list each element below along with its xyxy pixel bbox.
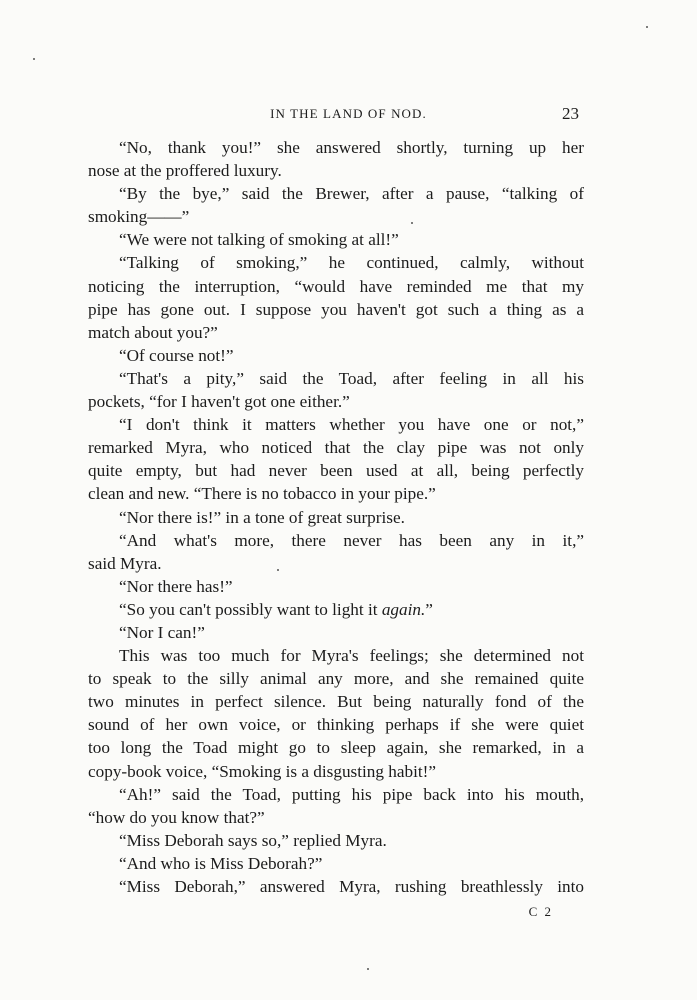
- line-text: “Ah!” said the Toad, putting his pipe back into his mouth,: [119, 784, 584, 804]
- text-line: [88, 852, 584, 875]
- text-line: [88, 182, 584, 205]
- line-text: “And what's more, there never has been any in it,”: [119, 530, 584, 550]
- page-number: 23: [562, 104, 579, 123]
- text-line: [88, 413, 584, 436]
- print-speck: [646, 26, 648, 28]
- text-line: [88, 760, 584, 783]
- signature-mark: C 2: [528, 904, 553, 919]
- line-text: nose at the proffered luxury.: [88, 161, 282, 181]
- line-text: “how do you know that?”: [88, 807, 265, 827]
- line-text: sound of her own voice, or thinking perhaps if she were quiet: [88, 715, 584, 735]
- line-text: “That's a pity,” said the Toad, after feeling in all his: [119, 368, 584, 388]
- text-line: [88, 205, 584, 228]
- print-speck: [367, 968, 369, 970]
- line-text: “By the bye,” said the Brewer, after a pause, “talking of: [119, 184, 584, 204]
- line-text: “Of course not!”: [119, 345, 234, 365]
- line-text: said Myra.: [88, 553, 162, 573]
- line-text: “Miss Deborah says so,” replied Myra.: [119, 830, 387, 850]
- print-speck: [411, 222, 413, 224]
- line-text: “Nor there has!”: [119, 576, 233, 596]
- text-line: [88, 251, 584, 274]
- line-text: remarked Myra, who noticed that the clay pipe was not only: [88, 438, 584, 458]
- line-text: noticing the interruption, “would have reminded me that my: [88, 276, 584, 296]
- print-speck: [33, 58, 35, 60]
- text-line: [88, 529, 584, 552]
- running-title: IN THE LAND OF NOD.: [270, 106, 427, 121]
- text-line: [88, 783, 584, 806]
- line-text: “No, thank you!” she answered shortly, turning up her: [119, 138, 584, 157]
- text-line: [88, 436, 584, 459]
- line-text: clean and new. “There is no tobacco in your pipe.”: [88, 484, 436, 504]
- emphasis-text: again.: [381, 599, 426, 619]
- line-text: pipe has gone out. I suppose you haven't got such a thing as a: [88, 299, 584, 319]
- text-line: [88, 713, 584, 736]
- text-line: [88, 875, 584, 898]
- text-line: [88, 344, 584, 367]
- text-line: [88, 390, 584, 413]
- line-tail: ”: [425, 599, 433, 619]
- line-text: smoking——”: [88, 207, 190, 227]
- text-line: [88, 690, 584, 713]
- text-line: [88, 736, 584, 759]
- line-text: “So you can't possibly want to light it: [119, 599, 382, 619]
- print-speck: [277, 569, 279, 571]
- text-line: [88, 806, 584, 829]
- line-text: two minutes in perfect silence. But being naturally fond of the: [88, 692, 584, 712]
- text-line: [88, 644, 584, 667]
- text-line: [88, 228, 584, 251]
- line-text: to speak to the silly animal any more, and she remained quite: [88, 669, 584, 689]
- line-text: quite empty, but had never been used at all, being perfectly: [88, 461, 584, 481]
- line-text: pockets, “for I haven't got one either.”: [88, 392, 350, 412]
- line-text: match about you?”: [88, 322, 218, 342]
- line-text: “We were not talking of smoking at all!”: [119, 230, 399, 250]
- text-line: [88, 575, 584, 598]
- text-line: [88, 321, 584, 344]
- line-text: “Miss Deborah,” answered Myra, rushing breathlessly into: [119, 877, 584, 896]
- line-text: “Talking of smoking,” he continued, calmly, without: [119, 253, 584, 273]
- text-line: [88, 367, 584, 390]
- text-line: [88, 552, 584, 575]
- line-text: This was too much for Myra's feelings; she determined not: [119, 646, 584, 666]
- body-text: [88, 136, 584, 898]
- text-line: [88, 298, 584, 321]
- line-text: “I don't think it matters whether you have one or not,”: [119, 415, 584, 435]
- text-line: [88, 667, 584, 690]
- text-line: [88, 482, 584, 505]
- line-text: “Nor there is!” in a tone of great surprise.: [119, 507, 405, 527]
- line-text: “Nor I can!”: [119, 622, 205, 642]
- running-header: [0, 104, 697, 126]
- text-line: [88, 459, 584, 482]
- text-line: [88, 159, 584, 182]
- text-line: [88, 598, 584, 621]
- text-line: [88, 621, 584, 644]
- line-text: copy-book voice, “Smoking is a disgusting habit!”: [88, 761, 436, 781]
- line-text: too long the Toad might go to sleep again, she remarked, in a: [88, 738, 584, 758]
- text-line: [88, 275, 584, 298]
- text-line: [88, 829, 584, 852]
- text-line: [88, 506, 584, 529]
- text-line: [88, 136, 584, 159]
- line-text: “And who is Miss Deborah?”: [119, 853, 323, 873]
